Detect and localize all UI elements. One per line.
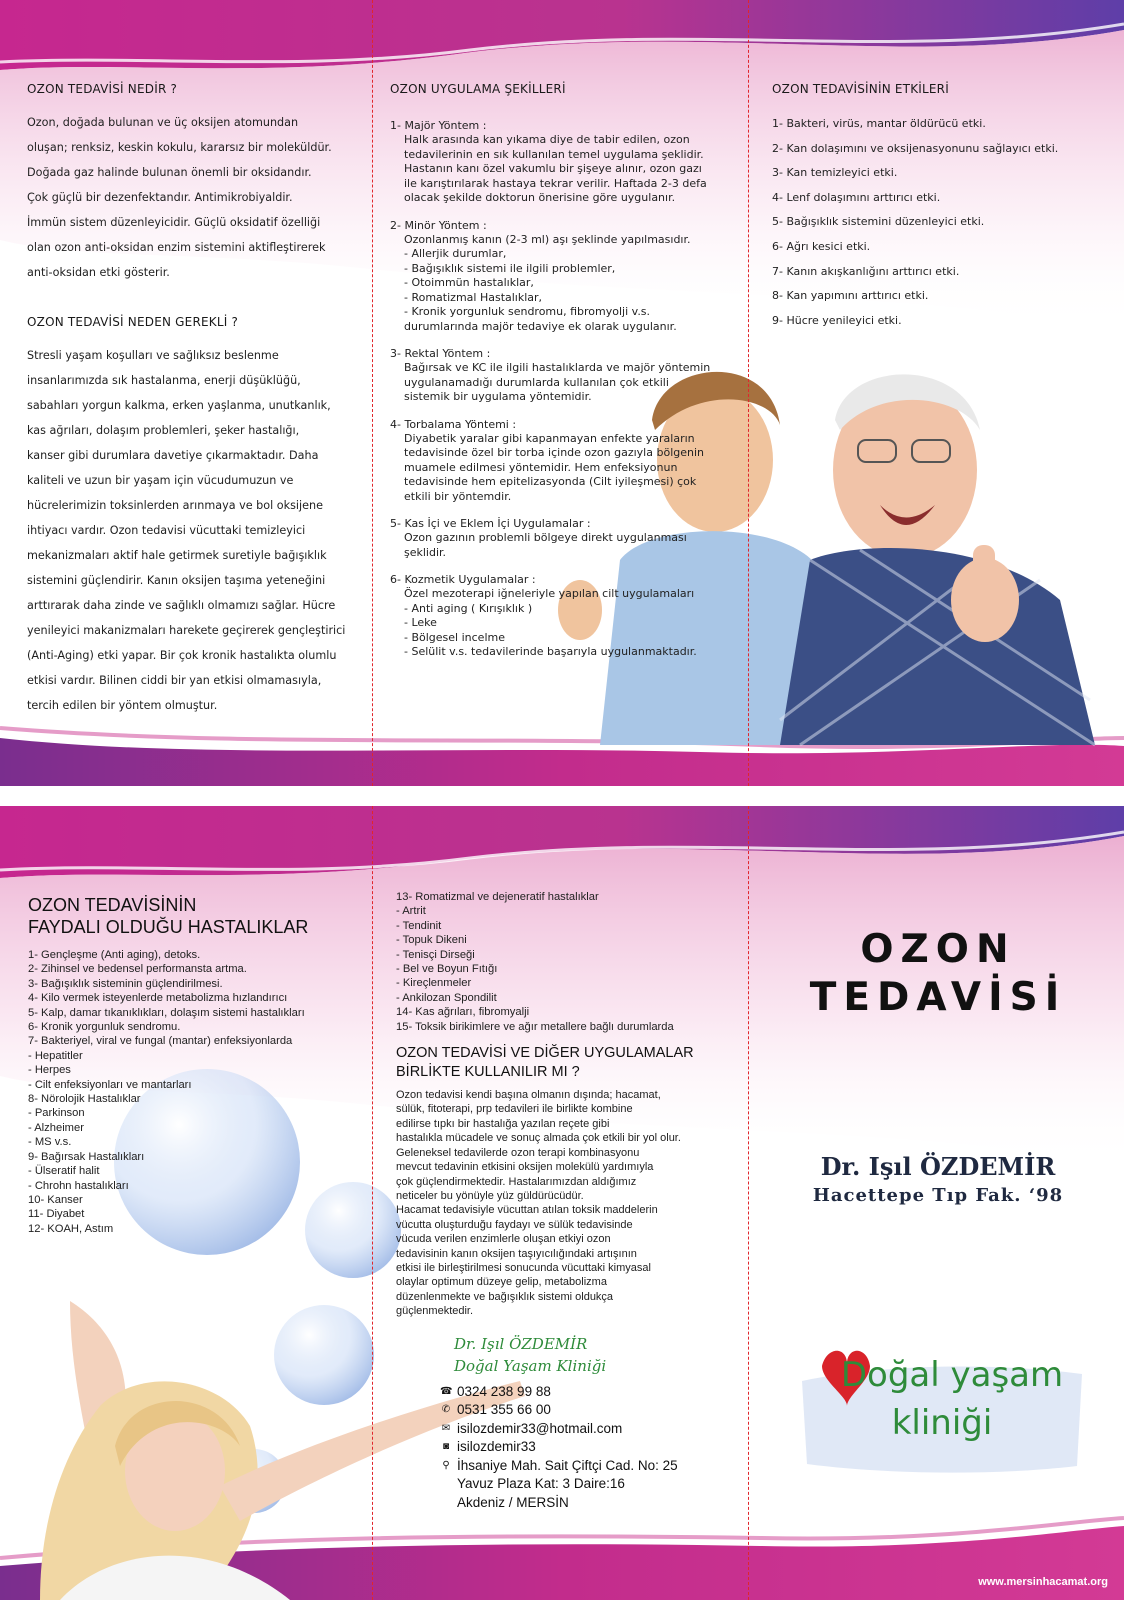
what-is-ozone-text: Ozon, doğada bulunan ve üç oksijen atomundan oluşan; renksiz, keskin kokulu, kararsız bir moleküldür. Doğada gaz halinde bulunan önemli bir oksidandır. Çok güçlü bir dezenfektandır. Antimikrobiyaldir. İmmün sistem düzenleyicidir. Güçlü oksidatif özelliği olan ozon anti-oksidan enzim sistemini aktifleştirerek anti-oksidan etki gösterir. [27,116,332,279]
methods-heading: OZON UYGULAMA ŞEKİLLERİ [390,82,566,96]
fold-line [748,806,749,1600]
signature-block [454,1333,744,1377]
method-text-line: tedavisinde hem epitelizasyonda (Cilt iyileşmesi) çok [404,475,697,488]
condition-subitem: - Alzheimer [28,1121,84,1134]
condition-subitem: - Artrit [396,905,426,918]
signature-clinic: Doğal Yaşam Kliniği [454,1356,607,1375]
condition-item: 7- Bakteriyel, viral ve fungal (mantar) enfeksiyonlarda [28,1035,293,1048]
combination-text-line: mevcut tedavinin etkisini oksijen molekülü yardımıyla [396,1161,654,1174]
effects-heading: OZON TEDAVİSİNİN ETKİLERİ [772,82,949,96]
combination-text-line: düzenlenmekte ve bağışıklık sistemi oldukça [396,1290,614,1303]
clinic-logo [792,1351,1092,1447]
combination-text-line: olaylar optimum düzeye gelip, metabolizma [396,1276,607,1289]
combination-text-line: Ozon tedavisi kendi başına olmanın dışında; hacamat, [396,1089,661,1102]
method-text-line: etkili bir yöntemdir. [404,489,512,503]
effect-item: 8- Kan yapımını arttırıcı etki. [772,289,929,303]
effects-list [772,112,1112,333]
combination-heading-line1: OZON TEDAVİSİ VE DİĞER UYGULAMALAR [396,1045,694,1062]
condition-subitem: - Tendinit [396,919,442,932]
brochure-cover-page [0,806,1124,1600]
method-text-line: sistemik bir uygulama yöntemidir. [404,390,592,403]
method-text-line: Hastanın kanı özel vakumlu bir şişeye alınır, ozon gazı [404,162,702,175]
method-text-line: Bağırsak ve KC ile ilgili hastalıklarda ve majör yöntemin [404,361,711,374]
address-line: Akdeniz / MERSİN [457,1494,569,1510]
logo-line2: kliniği [891,1403,993,1443]
method-title: 5- Kas İçi ve Eklem İçi Uygulamalar : [390,517,591,530]
contact-mobile[interactable]: ✆ 0531 355 66 00 [440,1401,744,1420]
method-item [390,417,740,505]
combination-text-line: vücutta oluşturduğu faydayı ve sülük tedavisinde [396,1218,633,1231]
condition-item: 11- Diyabet [28,1208,85,1221]
benefits-heading-line1: OZON TEDAVİSİNİN [28,895,197,915]
cover-title-line1: OZON [860,927,1016,972]
condition-item: 3- Bağışıklık sisteminin güçlendirilmesi. [28,977,223,990]
effects-panel [772,82,1112,333]
effect-item: 1- Bakteri, virüs, mantar öldürücü etki. [772,117,986,130]
method-text-line: Halk arasında kan yıkama diye de tabir edilen, ozon [404,133,690,146]
condition-subitem: - MS v.s. [28,1136,72,1149]
method-text-line: Özel mezoterapi iğneleriyle yapılan cilt uygulamaları [404,587,695,600]
website-url[interactable]: www.mersinhacamat.org [978,1576,1108,1588]
contact-email[interactable]: ✉ isilozdemir33@hotmail.com [440,1420,744,1439]
contact-address: ⚲ İhsaniye Mah. Sait Çiftçi Cad. No: 25 [440,1457,744,1476]
combination-heading-line2: BİRLİKTE KULLANILIR MI ? [396,1064,580,1081]
method-text-line: - Leke [404,616,437,629]
method-item [390,346,740,405]
effect-item: 4- Lenf dolaşımını arttırıcı etki. [772,190,941,204]
method-text-line: - Bölgesel incelme [404,630,505,644]
signature-name: Dr. Işıl ÖZDEMİR [454,1334,588,1353]
condition-item: 2- Zihinsel ve bedensel performansta artma. [28,963,247,976]
combination-text-line: etkisi ile birleştirilmesi sonucunda vücuttaki kimyasal [396,1261,651,1274]
condition-subitem: - Herpes [28,1064,71,1077]
what-is-ozone-panel [27,82,362,718]
cover-title-line2: TEDAVİSİ [809,975,1067,1020]
condition-subitem: - Parkinson [28,1107,85,1120]
application-methods-panel [390,82,740,672]
method-title: 3- Rektal Yöntem : [390,347,491,360]
method-text-line: tedavisinde özel bir torba içinde ozon gazıyla bölgenin [404,446,704,459]
instagram-icon: ◙ [442,1441,450,1453]
condition-subitem: - Ülseratif halit [28,1165,100,1178]
mobile-icon: ✆ [441,1404,451,1416]
fold-line [372,806,373,1600]
effect-item: 6- Ağrı kesici etki. [772,239,871,253]
combination-text-line: çok güçlendirmektedir. Hastalarımızdan aldığımız [396,1175,637,1188]
methods-list [390,118,740,660]
condition-item: 1- Gençleşme (Anti aging), detoks. [28,949,201,961]
doctor-school: Hacettepe Tıp Fak. ‘98 [812,1185,1064,1206]
effect-item: 2- Kan dolaşımını ve oksijenasyonunu sağlayıcı etki. [772,141,1059,155]
condition-subitem: - Kireçlenmeler [396,977,472,990]
method-text-line: muamele edilmesi yöntemidir. Hem enfeksiyonun [404,460,678,474]
method-item [390,572,740,660]
method-item [390,118,740,206]
benefits-panel [28,894,368,1236]
doctor-credit [752,1151,1124,1209]
condition-item: 12- KOAH, Astım [28,1222,114,1235]
condition-item: 5- Kalp, damar tıkanıklıkları, dolaşım sistemi hastalıkları [28,1006,305,1019]
doctor-name: Dr. Işıl ÖZDEMİR [820,1152,1056,1181]
cover-panel [752,806,1124,1600]
brochure-inside-page [0,0,1124,786]
condition-item: 15- Toksik birikimlere ve ağır metallere bağlı durumlarda [396,1020,674,1033]
method-text-line: - Anti aging ( Kırışıklık ) [404,601,533,615]
method-item [390,516,740,560]
fold-line [372,0,373,786]
method-text-line: Ozon gazının problemli bölgeye direkt uygulanması [404,531,687,544]
contact-phone[interactable]: ☎ 0324 238 99 88 [440,1383,744,1402]
method-text-line: - Otoimmün hastalıklar, [404,276,534,289]
condition-item: 8- Nörolojik Hastalıklar [28,1093,141,1106]
why-needed-heading: OZON TEDAVİSİ NEDEN GEREKLİ ? [27,315,239,329]
condition-item: 9- Bağırsak Hastalıkları [28,1150,145,1163]
method-text-line: uygulanamadığı durumlarda kullanılan çok etkili [404,375,669,389]
benefits-list [28,948,368,1236]
method-title: 4- Torbalama Yöntemi : [390,417,517,431]
condition-item: 10- Kanser [28,1193,83,1206]
combination-text-line: hastalıkla mücadele ve sonuç almada çok etkili bir yol olur. [396,1132,681,1145]
condition-item: 6- Kronik yorgunluk sendromu. [28,1021,181,1034]
condition-subitem: - Cilt enfeksiyonları ve mantarları [28,1078,192,1091]
method-text-line: - Romatizmal Hastalıklar, [404,290,543,304]
logo-line1: Doğal yaşam [840,1355,1064,1395]
benefits-heading-line2: FAYDALI OLDUĞU HASTALIKLAR [28,917,309,937]
method-text-line: - Bağışıklık sistemi ile ilgili problemler, [404,261,616,275]
method-text-line: - Selülit v.s. tedavilerinde başarıyla uygulanmaktadır. [404,645,697,658]
effect-item: 7- Kanın akışkanlığını arttırıcı etki. [772,264,960,278]
condition-item: 4- Kilo vermek isteyenlerde metabolizma hızlandırıcı [28,992,288,1005]
combination-panel [396,890,744,1512]
condition-subitem: - Bel ve Boyun Fıtığı [396,963,498,976]
method-title: 6- Kozmetik Uygulamalar : [390,573,536,586]
method-text-line: tedavilerinin en sık kullanılan temel uygulama şeklidir. [404,147,704,161]
address-line: Yavuz Plaza Kat: 3 Daire:16 [457,1476,625,1492]
condition-subitem: - Topuk Dikeni [396,934,467,947]
cover-title [752,926,1124,1022]
what-is-ozone-heading: OZON TEDAVİSİ NEDİR ? [27,82,178,96]
method-text-line: durumlarında majör tedaviye ek olarak uygulanır. [404,319,677,333]
condition-subitem: - Ankilozan Spondilit [396,991,497,1004]
combination-text [396,1088,744,1319]
page-gap [0,786,1124,806]
mail-icon: ✉ [441,1422,451,1434]
combination-text-line: edilirse tıpkı bir hastalığa yazılan reçete gibi [396,1117,610,1130]
method-text-line: Diyabetik yaralar gibi kapanmayan enfekte yaraların [404,431,695,445]
contact-info [440,1383,744,1513]
benefits-list-continued [396,890,744,1034]
effect-item: 3- Kan temizleyici etki. [772,166,898,180]
method-title: 2- Minör Yöntem : [390,218,487,232]
method-text-line: ile karıştırılarak hastaya tekrar verilir. Haftada 2-3 defa [404,176,707,190]
phone-icon: ☎ [440,1385,453,1397]
method-text-line: Ozonlanmış kanın (2-3 ml) aşı şeklinde yapılmasıdır. [404,232,691,246]
method-text-line: - Kronik yorgunluk sendromu, fibromyolji v.s. [404,305,651,318]
condition-item: 14- Kas ağrıları, fibromyalji [396,1006,530,1019]
contact-instagram[interactable]: ◙ isilozdemir33 [440,1438,744,1457]
condition-subitem: - Tenisçi Dirseği [396,948,475,961]
condition-subitem: - Hepatitler [28,1049,83,1062]
method-text-line: - Allerjik durumlar, [404,247,507,260]
effect-item: 5- Bağışıklık sistemini düzenleyici etki. [772,215,985,229]
method-text-line: şeklidir. [404,545,447,559]
combination-text-line: Hacamat tedavisiyle vücuttan atılan toksik maddelerin [396,1204,658,1217]
fold-line [748,0,749,786]
combination-text-line: güçlenmektedir. [396,1305,474,1318]
method-item [390,218,740,335]
method-title: 1- Majör Yöntem : [390,119,487,132]
why-needed-text: Stresli yaşam koşulları ve sağlıksız beslenme insanlarımızda sık hastalanma, enerji düşüklüğü, sabahları yorgun kalkma, erken yaşlanma, unutkanlık, kas ağrıları, dolaşım problemleri, şeker hastalığı, kanser gibi durumlara davetiye çıkarmaktadır. Daha kaliteli ve uzun bir yaşam için vücudumuzun ve hücrelerimizin toksinlerden arınmaya ve bol oksijene ihtiyacı vardır. Ozon tedavisi vücuttaki temizleyici mekanizmaları aktif hale getirmek suretiyle bağışıklık sistemini güçlendirir. Kanın oksijen taşıma yeteneğini arttırarak daha zinde ve sağlıklı olmamızı sağlar. Hücre yenileyici makanizmaları harekete geçirerek gençleştirici (Anti-Aging) etki yapar. Bir çok kronik hastalıkta olumlu etkisi vardır. Bilinen ciddi bir yan etkisi olmamasıyla, tercih edilen bir yöntem olmuştur. [27,349,346,712]
condition-item: 13- Romatizmal ve dejeneratif hastalıklar [396,891,599,903]
method-text-line: olacak şekilde doktorun önerisine göre uygulanır. [404,191,676,204]
location-icon: ⚲ [442,1459,450,1471]
combination-text-line: sülük, fitoterapi, prp tedavileri ile birlikte kombine [396,1103,633,1116]
condition-subitem: - Chrohn hastalıkları [28,1179,129,1192]
combination-text-line: vücuda verilen enzimlerle oluşan etkiyi ozon [396,1233,611,1246]
combination-text-line: neticeler bu yönüyle yüz güldürücüdür. [396,1189,584,1202]
combination-text-line: Geleneksel tedavilerde ozon terapi kombinasyonu [396,1146,640,1159]
effect-item: 9- Hücre yenileyici etki. [772,313,902,327]
combination-text-line: tedavisinin kanın oksijen taşıyıcılığındaki artışının [396,1247,637,1260]
